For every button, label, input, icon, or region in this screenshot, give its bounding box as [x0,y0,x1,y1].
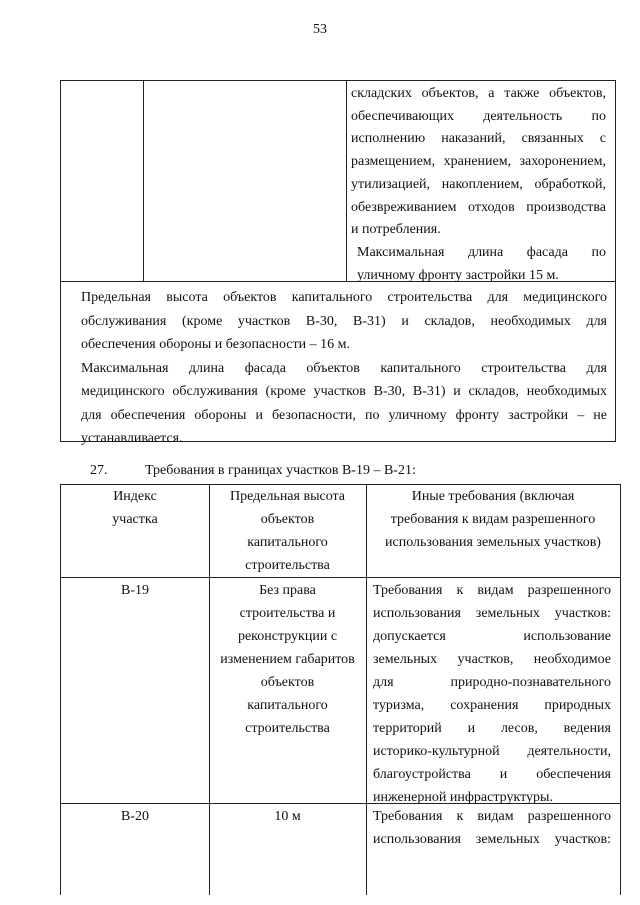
text-line: Предельная высота [229,489,346,504]
text-line: обеспечивающих деятельность по [351,108,606,124]
text-line: обслуживания (кроме участков В-30, В-31) и складов, необходимых для [81,313,607,329]
section-heading [90,463,416,479]
text-line: медицинского обслуживания (кроме участков В-30, В-31) и складов, необходимых [81,384,607,399]
text-line: 10 м [274,809,301,824]
text-line: Индекс [113,489,157,504]
text-line: обезвреживанием отходов производства [351,199,606,215]
text-line: изменением габаритов [220,652,355,667]
row-height [209,579,366,740]
header-height [209,485,366,577]
row-divider [61,577,620,578]
text-line: строительства и [239,606,336,621]
text-line: Предельная высота объектов капитального строительства для медицинского [81,290,607,305]
header-index [61,485,209,531]
text-line: требования к видам разрешенного [390,512,596,527]
section-number: 27. [90,463,108,478]
text-line: Требования к видам разрешенного [373,583,611,598]
row-other [373,805,611,851]
text-line: использования земельных участков) [385,535,601,550]
text-line: земельных участков, необходимое [373,652,611,667]
top-table [60,80,616,446]
text-line: благоустройства и обеспечения [373,767,611,782]
top-table-col3 [351,83,606,287]
requirements-table [60,484,621,895]
page-number: 53 [313,22,327,37]
text-line: для обеспечения обороны и безопасности, по уличному фронту застройки – не [81,407,607,423]
text-line: допускается использование [373,629,611,644]
text-line: туризма, сохранения природных [373,698,611,713]
text-line: уличному фронту застройки 15 м. [357,267,559,283]
text-line: Максимальная длина фасада объектов капитального строительства для [81,360,607,376]
text-line: инженерной инфраструктуры. [373,790,553,805]
text-line: участка [112,512,158,527]
text-line: объектов [260,675,315,690]
row-other [373,579,611,809]
top-table-divider [143,81,144,281]
text-line: исполнению наказаний, связанных с [351,131,606,147]
top-table-divider [346,81,347,281]
text-line: строительства [245,558,330,573]
text-line: использования земельных участков: [373,606,611,621]
text-line: историко-культурной деятельности, [373,744,611,759]
text-line: Без права [259,583,316,598]
text-line: размещением, хранением, захоронением, [351,154,606,170]
text-line: реконструкции с [237,629,338,644]
text-line: использования земельных участков: [373,832,611,847]
text-line: устанавливается. [81,431,183,446]
text-line: обеспечения обороны и безопасности – 16 м. [81,337,350,352]
text-line: для природно-познавательного [373,675,611,690]
text-line: Требования к видам разрешенного [373,809,611,824]
text-line: капитального [247,535,328,550]
text-line: утилизацией, накоплением, обработкой, [351,176,606,192]
text-line: территорий и лесов, ведения [373,721,611,736]
text-line: Максимальная длина фасада по [357,244,606,260]
section-title: Требования в границах участков В-19 – В-21: [145,463,416,478]
text-line: складских объектов, а также объектов, [351,86,606,101]
header-other [366,485,620,554]
row-index: В-20 [121,809,149,824]
text-line: капитального [247,698,328,713]
top-table-full-row [81,286,607,451]
row-index: В-19 [121,583,149,598]
text-line: строительства [245,721,330,736]
text-line: и потребления. [351,222,441,238]
text-line: объектов [260,512,315,527]
text-line: Иные требования (включая [411,489,575,504]
row-height [209,805,366,828]
